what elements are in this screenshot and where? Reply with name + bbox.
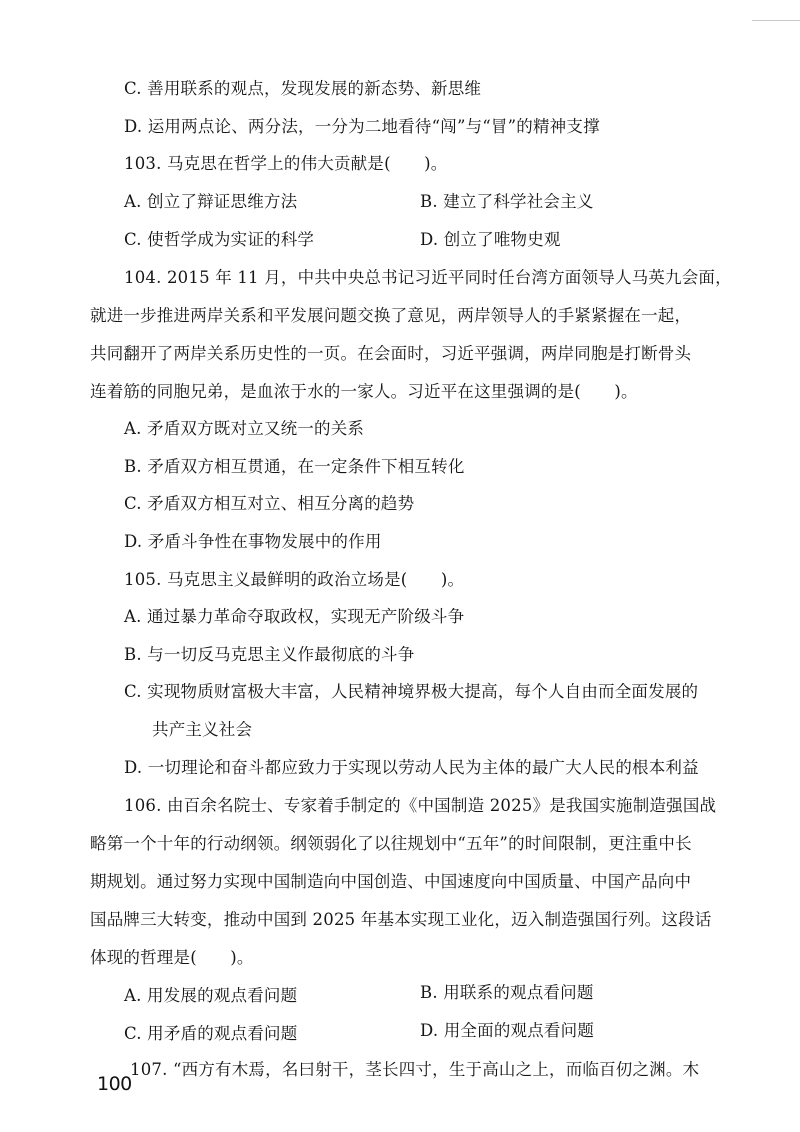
q104-stem-line: 连着筋的同胞兄弟，是血浓于水的一家人。习近平在这里强调的是( )。 — [90, 382, 638, 401]
q106-stem-line: 106. 由百余名院士、专家着手制定的《中国制造 2025》是我国实施制造强国战 — [124, 796, 717, 815]
q102-option-d: D. 运用两点论、两分法，一分为二地看待“闯”与“冒”的精神支撑 — [124, 117, 600, 136]
q107-stem-line: 107. “西方有木焉，名曰射干，茎长四寸，生于高山之上，而临百仞之渊。木 — [130, 1060, 700, 1079]
q105-option-c-continued: 共产主义社会 — [152, 720, 253, 739]
q103-option-b: B. 建立了科学社会主义 — [420, 192, 594, 211]
q106-option-a: A. 用发展的观点看问题 — [124, 986, 298, 1005]
q104-option-c: C. 矛盾双方相互对立、相互分离的趋势 — [124, 494, 415, 513]
q106-stem-line: 体现的哲理是( )。 — [90, 948, 254, 967]
q105-stem: 105. 马克思主义最鲜明的政治立场是( )。 — [124, 570, 465, 589]
q104-option-d: D. 矛盾斗争性在事物发展中的作用 — [124, 532, 382, 551]
q103-option-c: C. 使哲学成为实证的科学 — [124, 230, 315, 249]
q105-option-c: C. 实现物质财富极大丰富，人民精神境界极大提高，每个人自由而全面发展的 — [124, 682, 699, 701]
q104-stem-line: 104. 2015 年 11 月，中共中央总书记习近平同时任台湾方面领导人马英九会面， — [124, 268, 732, 287]
q105-option-a: A. 通过暴力革命夺取政权，实现无产阶级斗争 — [124, 607, 465, 626]
q106-stem-line: 国品牌三大转变，推动中国到 2025 年基本实现工业化，迈入制造强国行列。这段话 — [90, 910, 712, 929]
q104-stem-line: 共同翻开了两岸关系历史性的一页。在会面时，习近平强调，两岸同胞是打断骨头 — [90, 344, 692, 363]
q104-stem-line: 就进一步推进两岸关系和平发展问题交换了意见，两岸领导人的手紧紧握在一起， — [90, 306, 692, 325]
q106-option-b: B. 用联系的观点看问题 — [420, 983, 594, 1002]
q103-stem: 103. 马克思在哲学上的伟大贡献是( )。 — [124, 154, 448, 173]
q103-option-a: A. 创立了辩证思维方法 — [124, 192, 298, 211]
page-number: 100 — [97, 1073, 132, 1095]
q106-option-c: C. 用矛盾的观点看问题 — [124, 1024, 298, 1043]
q104-option-a: A. 矛盾双方既对立又统一的关系 — [124, 419, 365, 438]
q106-stem-line: 略第一个十年的行动纲领。纲领弱化了以往规划中“五年”的时间限制，更注重中长 — [90, 834, 692, 853]
q104-option-b: B. 矛盾双方相互贯通，在一定条件下相互转化 — [124, 457, 465, 476]
q105-option-d: D. 一切理论和奋斗都应致力于实现以劳动人民为主体的最广大人民的根本利益 — [124, 758, 699, 777]
q106-stem-line: 期规划。通过努力实现中国制造向中国创造、中国速度向中国质量、中国产品向中 — [90, 872, 692, 891]
q103-option-d: D. 创立了唯物史观 — [420, 230, 561, 249]
q102-option-c: C. 善用联系的观点，发现发展的新态势、新思维 — [124, 79, 482, 98]
q105-option-b: B. 与一切反马克思主义作最彻底的斗争 — [124, 645, 415, 664]
scan-edge-mark — [752, 20, 800, 21]
q106-option-d: D. 用全面的观点看问题 — [420, 1021, 595, 1040]
